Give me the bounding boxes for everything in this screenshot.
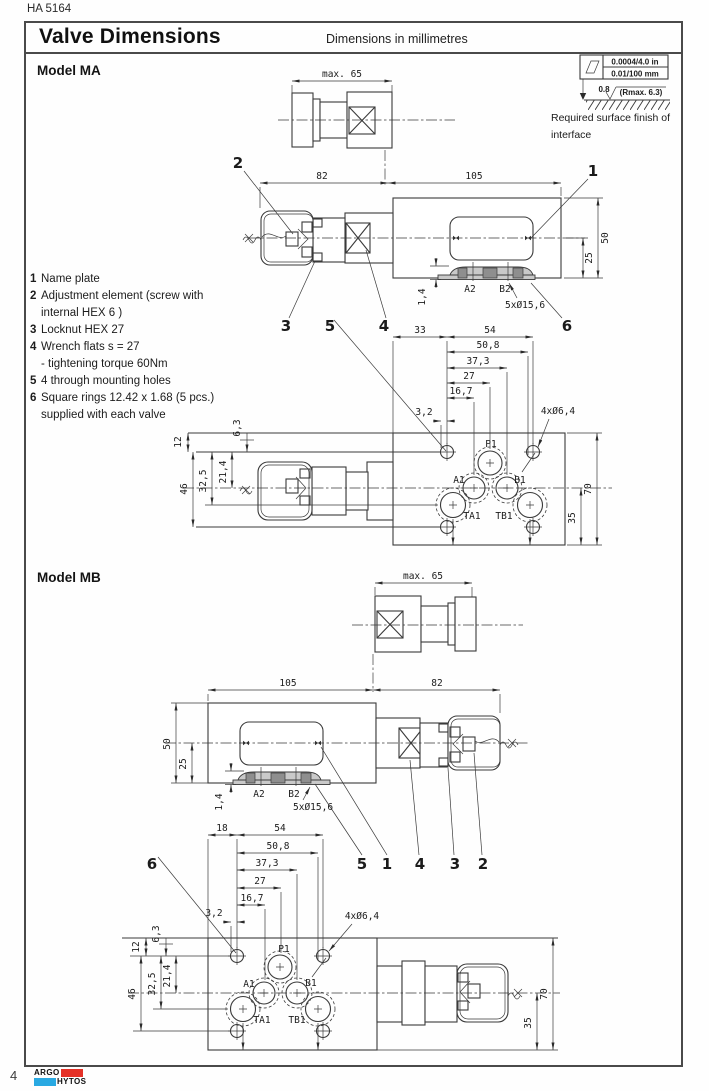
port-label: TB1: [495, 511, 513, 522]
locknut: [420, 723, 448, 767]
dim-label: 32,5: [198, 469, 209, 493]
dim-label: 18: [216, 823, 228, 834]
ground-hatch: [586, 101, 670, 111]
flatness-icon: [586, 61, 599, 73]
dim-label: 54: [484, 325, 496, 336]
note-5: 5 4 through mounting holes: [30, 375, 171, 387]
dim-label: 50: [600, 232, 611, 244]
dim-label: 6,3: [151, 925, 162, 943]
doc-code: HA 5164: [27, 3, 72, 15]
flatness-mm-label: 0.01/100 mm: [611, 69, 659, 79]
surface-caption-2: interface: [551, 129, 592, 141]
cable: [508, 993, 520, 999]
mb-bottom-view: [122, 823, 560, 1050]
dim-label: 27: [254, 876, 266, 887]
ma-top-view: [278, 69, 455, 186]
port-label: TA1: [463, 511, 481, 522]
dim-label: 37,3: [255, 858, 279, 869]
brand-logo: [34, 1068, 134, 1086]
dim-label: 25: [178, 758, 189, 770]
logo-red-box: [61, 1069, 83, 1077]
dim-label: 82: [316, 171, 328, 182]
callout-2: 2: [477, 855, 489, 873]
dim-label: 33: [414, 325, 426, 336]
brand-bottom: HYTOS: [57, 1076, 87, 1086]
dim-label: 35: [567, 512, 578, 524]
ma-bottom-view: [173, 325, 612, 545]
dim-label: 1,4: [214, 793, 225, 811]
dim-label: 37,3: [466, 356, 490, 367]
rmax-label: (Rmax. 6.3): [619, 88, 663, 97]
port-label: TB1: [288, 1015, 306, 1026]
note-4: 4 Wrench flats s = 27: [30, 341, 140, 353]
dim-label: 5xØ15,6: [293, 802, 334, 813]
surface-finish-symbol: [551, 55, 670, 141]
note-3: 3 Locknut HEX 27: [30, 324, 125, 336]
port-label: A2: [464, 284, 476, 295]
dim-label: 105: [279, 678, 297, 689]
page-title: Valve Dimensions: [39, 25, 221, 48]
mb-side-view: [147, 678, 530, 953]
callout-5: 5: [324, 317, 336, 335]
dim-label: 12: [131, 941, 142, 953]
dim-label: 4xØ6,4: [540, 406, 576, 417]
dim-label: 12: [173, 436, 184, 448]
dim-label: 70: [539, 988, 550, 1000]
callout-3: 3: [280, 317, 292, 335]
port-label: P1: [485, 439, 497, 450]
name-plate: [450, 217, 533, 260]
model-ma-label: Model MA: [37, 63, 101, 78]
dim-label: 82: [431, 678, 443, 689]
dim-label: 6,3: [232, 419, 243, 437]
dim-label: 105: [465, 171, 483, 182]
dim-label: max. 65: [402, 571, 444, 582]
dim-label: 54: [274, 823, 286, 834]
locknut: [313, 218, 345, 262]
mounting-holes: [438, 443, 542, 536]
callout-2: 2: [232, 154, 244, 172]
port-label: A1: [243, 979, 255, 990]
note-6-cont: supplied with each valve: [41, 409, 166, 421]
dim-label: 21,4: [162, 964, 173, 988]
flatness-in-label: 0.0004/4.0 in: [611, 57, 659, 67]
dim-label: 5xØ15,6: [505, 300, 546, 311]
note-2-cont: internal HEX 6 ): [41, 307, 123, 319]
dim-label: 35: [523, 1017, 534, 1029]
plug-housing: [258, 462, 312, 520]
note-1: 1 Name plate: [30, 273, 100, 285]
port-label: B1: [514, 475, 526, 486]
dim-label: 32,5: [147, 972, 158, 996]
dim-label: 46: [127, 988, 138, 1000]
model-mb-label: Model MB: [37, 570, 101, 585]
port-label: A1: [453, 475, 465, 486]
connector-knurl: [455, 597, 476, 651]
mb-top-view: [352, 571, 523, 692]
dim-label: 50: [162, 738, 173, 750]
surface-caption-1: Required surface finish of: [551, 112, 671, 124]
port-label: TA1: [253, 1015, 271, 1026]
cable: [240, 488, 252, 494]
callout-3: 3: [449, 855, 461, 873]
note-4-cont: - tightening torque 60Nm: [41, 358, 168, 370]
name-plate: [240, 722, 323, 765]
dim-label: 3,2: [415, 407, 433, 418]
callout-6: 6: [561, 317, 573, 335]
port-label: B2: [499, 284, 511, 295]
dim-label: 1,4: [417, 288, 428, 306]
dim-label: 21,4: [218, 460, 229, 484]
dim-label: max. 65: [321, 69, 363, 80]
callout-4: 4: [378, 317, 390, 335]
dim-label: 50,8: [266, 841, 290, 852]
callout-6: 6: [146, 855, 158, 873]
note-2: 2 Adjustment element (screw with: [30, 290, 204, 302]
callout-1: 1: [587, 162, 599, 180]
logo-blue-box: [34, 1078, 56, 1086]
port-label: P1: [278, 944, 290, 955]
page-number: 4: [10, 1068, 18, 1083]
page-subtitle: Dimensions in millimetres: [326, 32, 468, 46]
callout-5: 5: [356, 855, 368, 873]
dim-label: 46: [179, 483, 190, 495]
dim-label: 16,7: [449, 386, 473, 397]
dim-label: 27: [463, 371, 475, 382]
dim-label: 25: [584, 252, 595, 264]
dim-label: 3,2: [205, 908, 223, 919]
callout-4: 4: [414, 855, 426, 873]
mounting-face: [208, 938, 377, 1050]
dim-label: 4xØ6,4: [344, 911, 380, 922]
brand-top: ARGO: [34, 1067, 60, 1077]
note-6: 6 Square rings 12.42 x 1.68 (5 pcs.): [30, 392, 215, 404]
port-label: B1: [305, 978, 317, 989]
roughness-value: 0.8: [598, 85, 610, 94]
callout-1: 1: [381, 855, 393, 873]
port-label: B2: [288, 789, 300, 800]
port-label: A2: [253, 789, 265, 800]
dim-label: 50,8: [476, 340, 500, 351]
dim-label: 16,7: [240, 893, 264, 904]
dim-label: 70: [583, 483, 594, 495]
